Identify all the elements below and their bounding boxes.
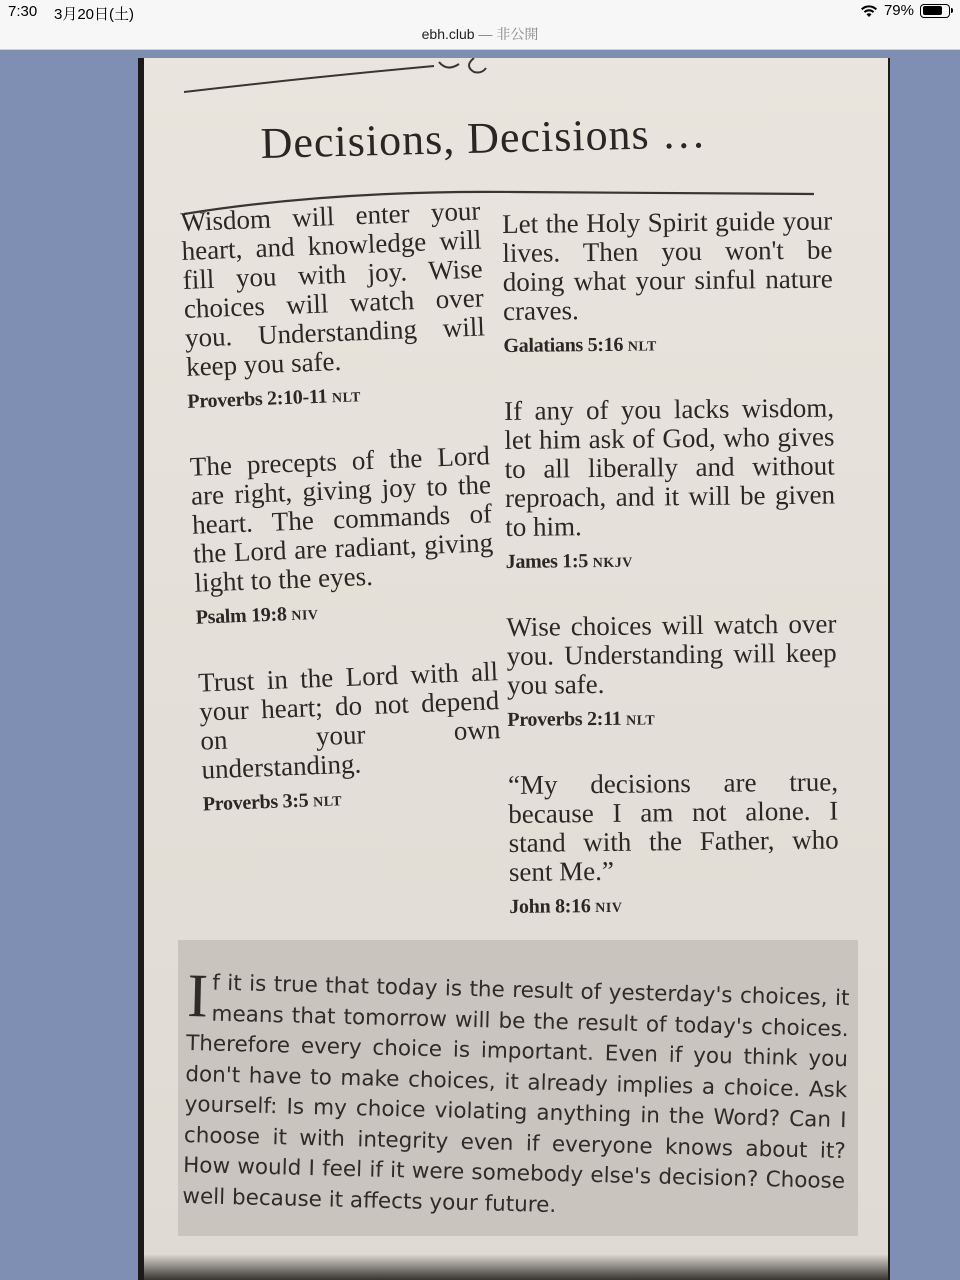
photo-image: [138, 58, 890, 1280]
verse-text: Trust in the Lord with all your heart; do not depend on your own understanding.: [197, 656, 501, 785]
verse-translation: NLT: [627, 339, 657, 355]
url-domain: ebh.club: [421, 26, 475, 42]
verse-ref-text: Galatians 5:16: [503, 333, 624, 357]
verse-john-8-16: [508, 768, 840, 924]
battery-percent: 79%: [883, 2, 914, 19]
verse-translation: NKJV: [592, 555, 633, 572]
verse-translation: NIV: [595, 900, 623, 917]
verse-galatians-5-16: [502, 207, 834, 363]
verse-proverbs-2-11: [506, 610, 837, 737]
verse-james-1-5: [504, 394, 836, 579]
verse-reference: [509, 890, 839, 924]
status-time: 7:30: [8, 3, 38, 20]
left-column: [180, 196, 505, 855]
verse-reference: [507, 703, 837, 737]
verse-ref-text: John 8:16: [509, 895, 591, 918]
verse-text: The precepts of the Lord are right, giving joy to the heart. The commands of the Lord are radiant, giving light to the eyes.: [189, 440, 494, 598]
verse-text: If any of you lacks wisdom, let him ask of God, who gives to all liberally and without reproach, and it will be given to him.: [503, 392, 836, 542]
verse-text: “My decisions are true, because I am not alone. I stand with the Father, who sent Me.”: [507, 766, 839, 887]
battery-icon: [920, 4, 950, 18]
verse-ref-text: Psalm 19:8: [195, 603, 287, 629]
verse-ref-text: James 1:5: [505, 550, 589, 573]
verse-ref-text: Proverbs 2:11: [507, 707, 622, 731]
verse-reference: [195, 592, 496, 634]
verse-translation: NLT: [312, 794, 343, 811]
verse-psalm-19-8: [189, 441, 496, 634]
url-separator: —: [474, 26, 497, 42]
verse-text: Wise choices will watch over you. Understanding will keep you safe.: [506, 608, 837, 700]
page-bottom-shadow: [144, 1254, 888, 1280]
battery-fill: [923, 6, 943, 15]
page-title: Decisions, Decisions …: [260, 108, 708, 168]
verse-translation: NLT: [331, 390, 362, 407]
right-column: [502, 207, 840, 958]
verse-reference: [187, 376, 488, 418]
status-date: 3月20日(土): [54, 6, 135, 23]
verse-reference: [202, 779, 503, 821]
verse-translation: NIV: [291, 607, 319, 625]
url-privacy-label: 非公開: [496, 26, 539, 42]
url-bar[interactable]: [0, 24, 960, 50]
verse-text: Wisdom will enter your heart, and knowledge will fill you with joy. Wise choices will watch over you. Understanding will keep you safe.: [179, 195, 486, 382]
ornament-icon: [184, 58, 514, 98]
verse-ref-text: Proverbs 3:5: [202, 789, 309, 816]
devotional-body: f it is true that today is the result of yesterday's choices, it means that tomorrow will be the result of today's choices. Therefore every choice is important. Even if you think you don't have to make choices, it already implies a choice. Ask yourself: Is my choice violating anything in the Word? Can I choose it with integrity even if everyone knows about it? How would I feel if it were somebody else's decision? Choose well because it affects your future.: [182, 970, 850, 1218]
book-page: [144, 58, 888, 1280]
status-indicators: [860, 2, 950, 19]
status-bar: [0, 0, 960, 24]
verse-translation: NLT: [626, 713, 656, 729]
verse-text: Let the Holy Spirit guide your lives. Then you won't be doing what your sinful nature craves.: [501, 205, 833, 326]
verse-reference: [503, 329, 833, 363]
drop-cap: I: [186, 962, 209, 1031]
verse-proverbs-3-5: [198, 657, 504, 821]
devotional-text: [182, 962, 850, 1228]
verse-reference: [506, 545, 836, 579]
devotional-box: [178, 940, 858, 1236]
verse-ref-text: Proverbs 2:10-11: [187, 385, 328, 413]
verse-proverbs-2-10: [180, 196, 488, 418]
wifi-icon: [860, 4, 878, 18]
